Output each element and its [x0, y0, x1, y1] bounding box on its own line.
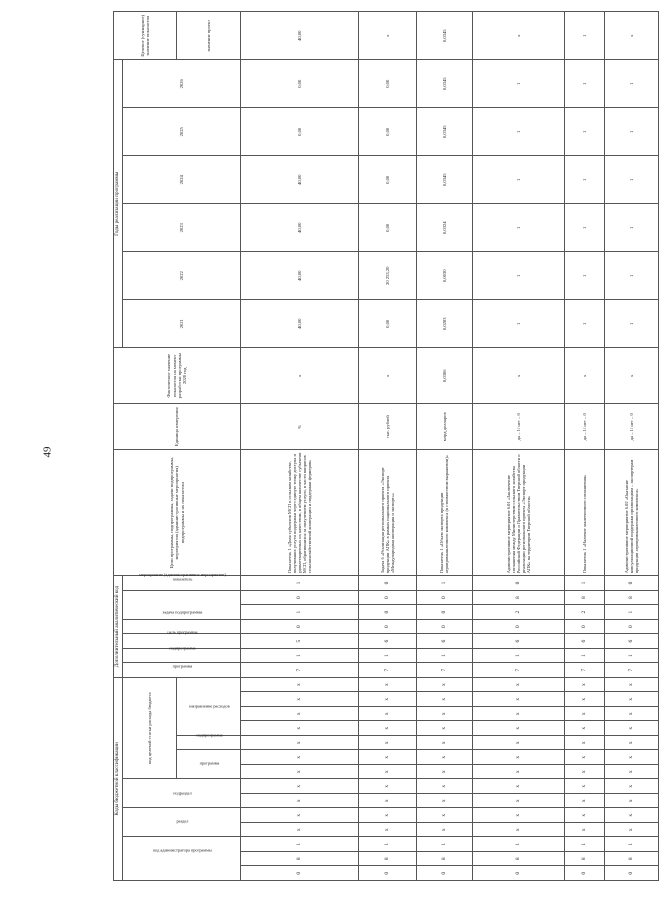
dop-program-header: программа [122, 663, 240, 678]
fact-value-cell: х [358, 348, 416, 404]
fact-header: Фактическое значение показателя на момент разработки программы 2020 год [114, 348, 241, 404]
table-row [604, 12, 658, 881]
code-digit-cell: х [240, 736, 358, 751]
code-digit-cell: х [604, 736, 658, 751]
code-digit-cell: 7 [416, 663, 472, 678]
table-row [472, 12, 564, 881]
indicator-name-cell: Задача 6 «Реализация регионального проекта «Экспорт продукции АПК» в рамках национального проекта «Международная кооперация и экспорт»» [358, 450, 416, 576]
code-digit-cell: 0 [416, 605, 472, 620]
code-digit-cell: 1 [358, 837, 416, 852]
code-digit-cell: 8 [472, 590, 564, 605]
code-digit-cell: 1 [604, 605, 658, 620]
code-digit-cell: х [472, 721, 564, 736]
code-digit-cell: 2 [472, 605, 564, 620]
year-header-2023: 2023 [122, 204, 240, 252]
indicator-name-cell: Административное мероприятие 6.01 «Заключение соглашения между Министерством сельского хозяйства Российской Федерации и Правительством Тверской области о реализации регионального проекта «Экспорт продукции АПК» на территории Тверской области» [472, 450, 564, 576]
year-value-cell: 1 [564, 252, 604, 300]
result-value-cell: х [604, 12, 658, 60]
code-digit-cell: х [358, 779, 416, 794]
dop-meropr-header: мероприятие (административное мероприятие) [122, 590, 240, 619]
code-digit-cell: х [564, 677, 604, 692]
unit-header: Единица измерения [114, 404, 241, 450]
program-indicators-table [113, 11, 659, 881]
code-digit-cell: х [564, 779, 604, 794]
code-digit-cell: 1 [604, 837, 658, 852]
code-digit-cell: 1 [416, 576, 472, 591]
unit-cell: да – 1/ нет – 0 [604, 404, 658, 450]
year-value-cell: 0,00 [240, 60, 358, 108]
kbk-podprogram-header: подпрограмма [176, 736, 240, 751]
code-digit-cell: 1 [240, 648, 358, 663]
code-digit-cell: х [604, 692, 658, 707]
code-digit-cell: 7 [604, 663, 658, 678]
year-header-2025: 2025 [122, 108, 240, 156]
year-value-cell: 1 [472, 108, 564, 156]
code-digit-cell: 6 [472, 634, 564, 649]
code-digit-cell: х [416, 707, 472, 722]
code-digit-cell: х [564, 721, 604, 736]
code-digit-cell: х [240, 707, 358, 722]
year-value-cell: 0,0345 [416, 156, 472, 204]
result-value-cell: 0,0345 [416, 12, 472, 60]
code-digit-cell: 7 [358, 663, 416, 678]
code-digit-cell: 0 [416, 590, 472, 605]
code-digit-cell: 1 [564, 648, 604, 663]
year-value-cell: 0,00 [358, 108, 416, 156]
code-digit-cell: х [240, 779, 358, 794]
code-digit-cell: х [472, 765, 564, 780]
unit-cell: % [240, 404, 358, 450]
code-digit-cell: х [416, 750, 472, 765]
year-value-cell: 1 [472, 300, 564, 348]
code-digit-cell: 1 [604, 648, 658, 663]
code-digit-cell: х [564, 707, 604, 722]
year-value-cell: 20 253,20 [358, 252, 416, 300]
code-digit-cell: 0 [358, 590, 416, 605]
code-digit-cell: х [472, 692, 564, 707]
code-digit-cell: х [358, 765, 416, 780]
kbk-admin-header: код администратора программы [122, 837, 240, 881]
fact-value-cell: 0,0306 [416, 348, 472, 404]
fact-value-cell: х [604, 348, 658, 404]
code-digit-cell: х [240, 692, 358, 707]
code-digit-cell: 6 [416, 634, 472, 649]
rotated-table-container [113, 14, 640, 881]
code-digit-cell: 0 [472, 866, 564, 881]
indicator-name-cell: Показатель 1 «Наличие заключенного соглашения» [564, 450, 604, 576]
code-digit-cell: х [472, 707, 564, 722]
code-digit-cell: х [358, 794, 416, 809]
code-digit-cell: 8 [358, 852, 416, 867]
code-digit-cell: 0 [472, 619, 564, 634]
year-value-cell: 0,0030 [416, 252, 472, 300]
code-digit-cell: х [604, 707, 658, 722]
code-digit-cell: х [416, 794, 472, 809]
dop-cel-header: цель программы [122, 634, 240, 649]
code-digit-cell: х [564, 692, 604, 707]
code-digit-cell: 6 [358, 634, 416, 649]
code-digit-cell: х [472, 677, 564, 692]
code-digit-cell: х [240, 808, 358, 823]
year-value-cell: 0,0324 [416, 204, 472, 252]
code-digit-cell: х [416, 765, 472, 780]
code-digit-cell: 8 [240, 852, 358, 867]
unit-cell: тыс. рублей [358, 404, 416, 450]
table-row [358, 12, 416, 881]
code-digit-cell: х [358, 707, 416, 722]
kbk-razdel-header: раздел [122, 808, 240, 837]
year-value-cell: 1 [564, 60, 604, 108]
code-digit-cell: 0 [416, 866, 472, 881]
code-digit-cell: 5 [240, 634, 358, 649]
year-value-cell: 40,00 [240, 156, 358, 204]
code-digit-cell: х [416, 692, 472, 707]
code-digit-cell: х [358, 677, 416, 692]
year-header-2021: 2021 [122, 300, 240, 348]
year-value-cell: 1 [604, 204, 658, 252]
code-digit-cell: х [604, 750, 658, 765]
fact-value-cell: х [564, 348, 604, 404]
code-digit-cell: х [240, 721, 358, 736]
code-digit-cell: х [358, 692, 416, 707]
code-digit-cell: х [416, 736, 472, 751]
dop-pokaz-header: показатель [122, 576, 240, 591]
code-digit-cell: х [240, 750, 358, 765]
code-digit-cell: х [358, 736, 416, 751]
year-value-cell: 1 [472, 252, 564, 300]
year-header-2022: 2022 [122, 252, 240, 300]
unit-cell: да – 1/ нет – 0 [472, 404, 564, 450]
code-digit-cell: 0 [604, 619, 658, 634]
code-digit-cell: 7 [564, 663, 604, 678]
code-digit-cell: 2 [564, 605, 604, 620]
code-digit-cell: 8 [604, 590, 658, 605]
code-digit-cell: 1 [416, 837, 472, 852]
unit-cell: да – 1/ нет – 0 [564, 404, 604, 450]
code-digit-cell: 0 [240, 590, 358, 605]
code-digit-cell: х [358, 750, 416, 765]
code-digit-cell: х [472, 750, 564, 765]
code-digit-cell: 6 [564, 634, 604, 649]
code-digit-cell: х [240, 765, 358, 780]
code-digit-cell: 1 [472, 837, 564, 852]
code-digit-cell: 0 [240, 619, 358, 634]
year-value-cell: 0,00 [240, 108, 358, 156]
table-row [564, 12, 604, 881]
year-value-cell: 40,00 [240, 300, 358, 348]
code-digit-cell: х [472, 823, 564, 838]
name-header: Цели программы, подпрограммы, задачи подпрограммы, мероприятия (административные мероприятия) подпрограммы и их показатели [114, 450, 241, 576]
code-digit-cell: х [358, 808, 416, 823]
code-digit-cell: 0 [564, 866, 604, 881]
code-digit-cell: х [416, 677, 472, 692]
code-digit-cell: х [604, 808, 658, 823]
code-digit-cell: х [604, 721, 658, 736]
code-digit-cell: х [472, 794, 564, 809]
code-digit-cell: х [472, 779, 564, 794]
code-digit-cell: 0 [358, 605, 416, 620]
code-digit-cell: 0 [358, 576, 416, 591]
code-digit-cell: 8 [564, 590, 604, 605]
code-digit-cell: х [416, 779, 472, 794]
fact-value-cell: х [240, 348, 358, 404]
code-digit-cell: 1 [240, 837, 358, 852]
years-group-header: Годы реализации программы [114, 60, 123, 348]
year-value-cell: 0,00 [358, 156, 416, 204]
code-digit-cell: 1 [240, 576, 358, 591]
year-value-cell: 0,00 [358, 300, 416, 348]
indicator-name-cell: Административное мероприятие 6.02 «Оказание консультационной поддержки организациям – экспортерам продукции агропромышленного комплекса» [604, 450, 658, 576]
year-value-cell: 1 [564, 108, 604, 156]
code-digit-cell: 1 [358, 648, 416, 663]
code-digit-cell: х [604, 794, 658, 809]
year-value-cell: 0,0345 [416, 108, 472, 156]
code-digit-cell: 6 [604, 634, 658, 649]
dop-zadacha-header: задача подпрограммы [122, 619, 240, 634]
year-value-cell: 1 [564, 204, 604, 252]
code-digit-cell: х [472, 808, 564, 823]
code-digit-cell: 7 [472, 663, 564, 678]
kbk-group-header: Коды бюджетной классификации [114, 677, 123, 880]
code-digit-cell: х [564, 794, 604, 809]
code-digit-cell: 8 [472, 852, 564, 867]
code-digit-cell: 0 [240, 866, 358, 881]
indicator-name-cell: Показатель 1 «Объем экспорта продукции агропромышленного комплекса (в стоимостном выражении)» [416, 450, 472, 576]
code-digit-cell: х [564, 736, 604, 751]
code-digit-cell: 0 [358, 866, 416, 881]
code-digit-cell: х [564, 765, 604, 780]
code-digit-cell: 8 [604, 852, 658, 867]
year-value-cell: 1 [472, 60, 564, 108]
code-digit-cell: х [240, 823, 358, 838]
code-digit-cell: х [240, 794, 358, 809]
result-header: Целевое (суммарное) значение показателя [114, 12, 177, 60]
code-digit-cell: х [358, 823, 416, 838]
code-digit-cell: х [564, 808, 604, 823]
result-value-cell: х [472, 12, 564, 60]
dop-podprogram-header: подпрограмма [122, 648, 240, 663]
code-digit-cell: 8 [416, 852, 472, 867]
year-value-cell: 1 [604, 252, 658, 300]
code-digit-cell: 0 [472, 576, 564, 591]
year-value-cell: 0,00 [358, 60, 416, 108]
kbk-kcsr-header: код целевой статьи расхода бюджета [122, 677, 176, 779]
result-value-cell: 40,00 [240, 12, 358, 60]
year-value-cell: 0,0345 [416, 60, 472, 108]
dop-code-group-header: Дополнительный аналитический код [114, 576, 123, 678]
code-digit-cell: 1 [240, 605, 358, 620]
year-value-cell: 1 [472, 156, 564, 204]
code-digit-cell: 8 [564, 852, 604, 867]
code-digit-cell: 1 [564, 837, 604, 852]
year-value-cell: 0,0283 [416, 300, 472, 348]
kbk-program-header: программа [176, 750, 240, 779]
result-subheader: значение проект [176, 12, 240, 60]
year-value-cell: 1 [604, 156, 658, 204]
rotated-page-area [113, 14, 640, 881]
code-digit-cell: 7 [240, 663, 358, 678]
code-digit-cell: 0 [604, 576, 658, 591]
code-digit-cell: х [604, 779, 658, 794]
code-digit-cell: х [416, 721, 472, 736]
code-digit-cell: 0 [564, 619, 604, 634]
code-digit-cell: 0 [416, 619, 472, 634]
code-digit-cell: 0 [604, 866, 658, 881]
code-digit-cell: х [416, 823, 472, 838]
kbk-napr-header: направление расходов [176, 677, 240, 735]
code-digit-cell: х [604, 765, 658, 780]
table-row [240, 12, 358, 881]
code-digit-cell: х [604, 677, 658, 692]
code-digit-cell: х [416, 808, 472, 823]
year-value-cell: 40,00 [240, 252, 358, 300]
code-digit-cell: х [240, 677, 358, 692]
code-digit-cell: х [358, 721, 416, 736]
code-digit-cell: 0 [358, 619, 416, 634]
code-digit-cell: х [472, 736, 564, 751]
year-value-cell: 0,00 [358, 204, 416, 252]
fact-value-cell: х [472, 348, 564, 404]
result-value-cell: х [358, 12, 416, 60]
year-value-cell: 1 [604, 300, 658, 348]
year-value-cell: 40,00 [240, 204, 358, 252]
kbk-podrazdel-header: подраздел [122, 779, 240, 808]
year-value-cell: 1 [472, 204, 564, 252]
page-number: 49 [41, 446, 54, 458]
code-digit-cell: 1 [416, 648, 472, 663]
indicator-name-cell: Показатель 1 «Доля субъектов МСП в сельском хозяйстве, получивших услуги поддержки через единую точку доступа и удовлетворенных их качеством, в общем количестве субъектов МСП, обратившихся за получением услуги, в части вопросов сельскохозяйственной кооперации и поддержки фермеров» [240, 450, 358, 576]
year-header-2024: 2024 [122, 156, 240, 204]
result-value-cell: 1 [564, 12, 604, 60]
year-header-2026: 2026 [122, 60, 240, 108]
unit-cell: млрд долларов [416, 404, 472, 450]
code-digit-cell: х [564, 823, 604, 838]
year-value-cell: 1 [564, 300, 604, 348]
year-value-cell: 1 [564, 156, 604, 204]
year-value-cell: 1 [604, 60, 658, 108]
code-digit-cell: х [564, 750, 604, 765]
code-digit-cell: 1 [564, 576, 604, 591]
table-row [416, 12, 472, 881]
year-value-cell: 1 [604, 108, 658, 156]
code-digit-cell: х [604, 823, 658, 838]
code-digit-cell: 1 [472, 648, 564, 663]
